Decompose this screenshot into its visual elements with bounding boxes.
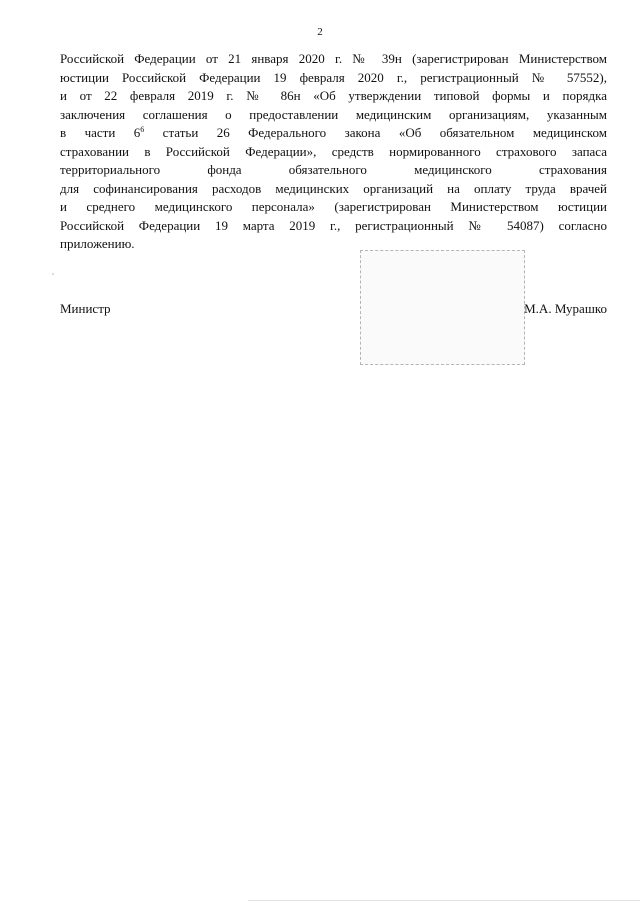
page-number: 2 — [317, 26, 323, 38]
body-line-start: в части 6 — [60, 125, 141, 140]
body-line: территориального фонда обязательного медицинского страхования — [60, 162, 607, 177]
scan-speck — [52, 273, 54, 275]
body-line — [60, 124, 607, 143]
signatory-title: Министр — [60, 301, 111, 316]
body-line: Российской Федерации от 21 января 2020 г. № 39н (зарегистрирован Министерством — [60, 51, 607, 66]
scan-edge-line — [248, 900, 640, 901]
body-line: и от 22 февраля 2019 г. № 86н «Об утверждении типовой формы и порядка — [60, 88, 607, 103]
body-line: страховании в Российской Федерации», средств нормированного страхового запаса — [60, 143, 607, 159]
body-line-end: статьи 26 Федерального закона «Об обязательном медицинском — [144, 125, 607, 140]
body-line: Российской Федерации 19 марта 2019 г., регистрационный № 54087) согласно — [60, 217, 607, 233]
body-line: заключения соглашения о предоставлении медицинским организациям, указанным — [60, 106, 607, 122]
body-line: для софинансирования расходов медицинских организаций на оплату труда врачей — [60, 180, 607, 196]
body-line: юстиции Российской Федерации 19 февраля 2020 г., регистрационный № 57552), — [60, 69, 607, 85]
superscript-6: 6 — [140, 125, 145, 134]
signature-block — [0, 250, 640, 370]
body-line: приложению. — [60, 236, 135, 251]
signature-image — [360, 250, 525, 365]
body-paragraph — [60, 50, 607, 254]
signatory-name: М.А. Мурашко — [524, 301, 607, 316]
body-line: и среднего медицинского персонала» (зарегистрирован Министерством юстиции — [60, 199, 607, 214]
